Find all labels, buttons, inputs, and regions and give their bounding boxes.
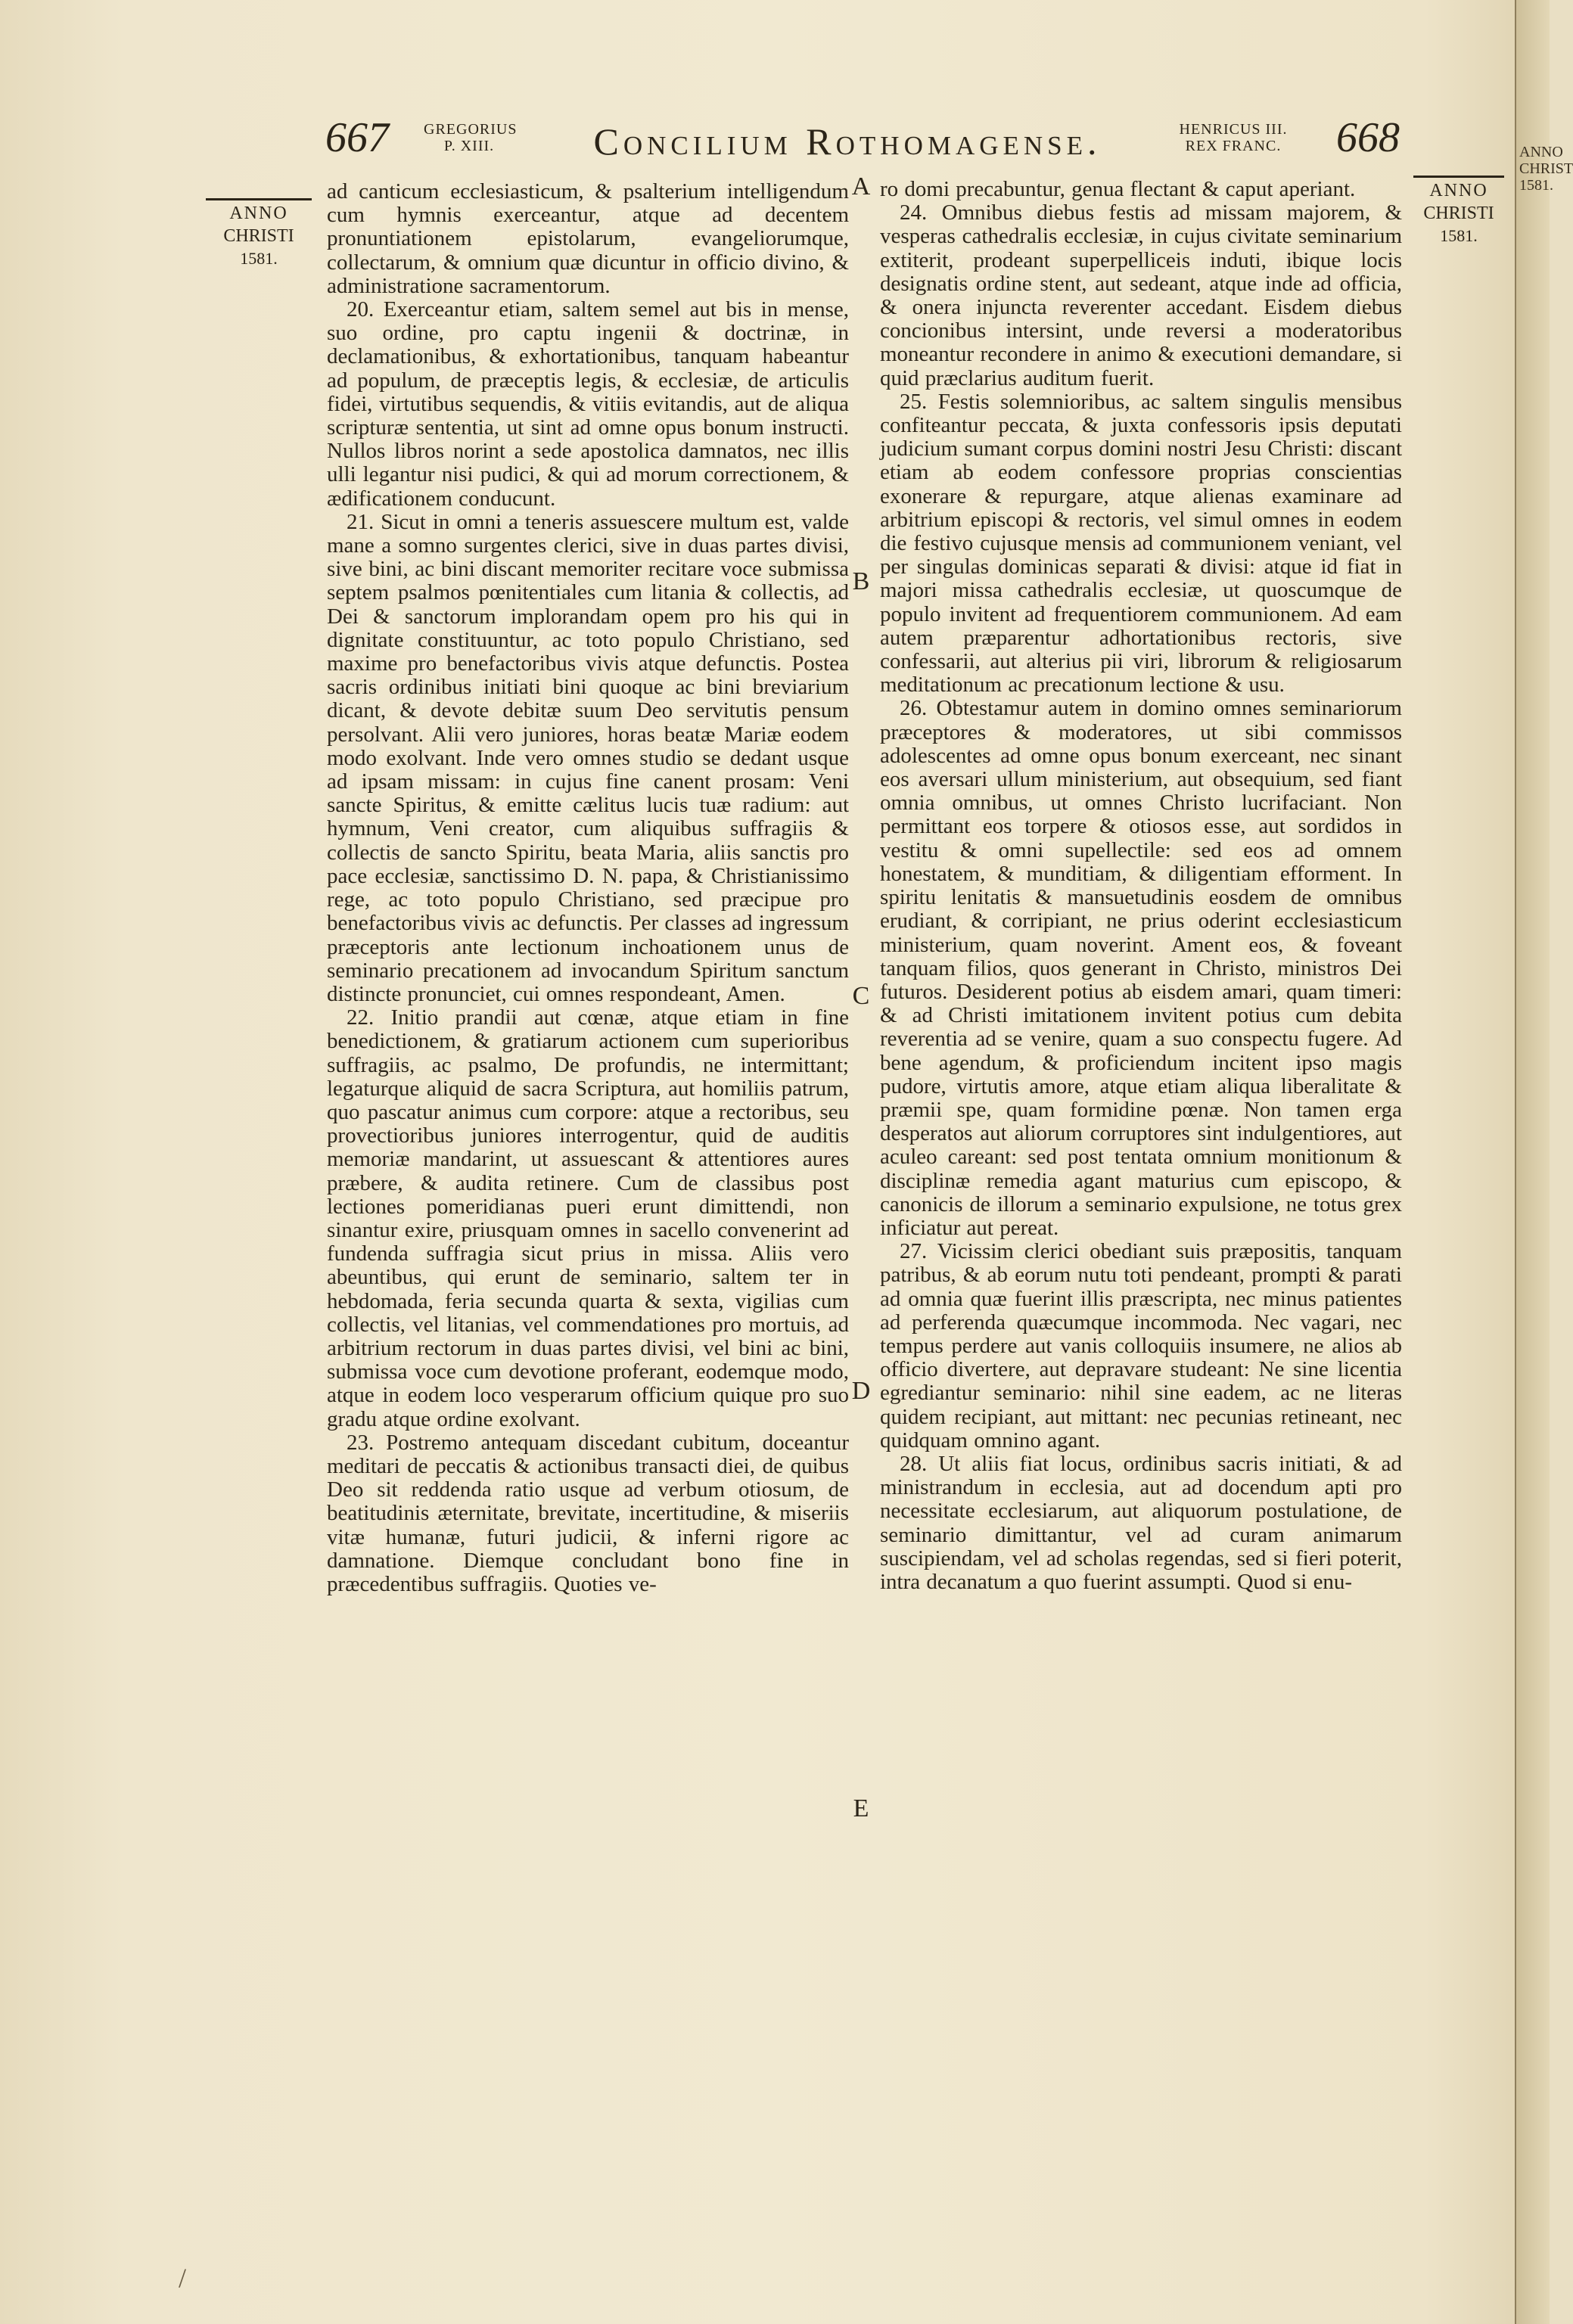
paragraph: 22. Initio prandii aut cœnæ, atque etiam in fine benedictionem, & gratiarum actionem cum superioribus suffragiis, ac psalmo, De profundis, ne intermittant; legaturque aliquid de sacra Scriptura, aut homiliis patrum, quo pascatur animus cum corpore: atque a rectoribus, seu provectioribus juniores interrogentur, quid de auditis memoriæ mandarint, ut assuescant & attentiores aures præbere, & audita retinere. Cum de classibus post lectiones pomeridianas pueri erunt dimittendi, non sinantur exire, priusquam omnes in sacello convenerint ad fundenda suffragia sicut prius in missa. Aliis vero abeuntibus, qui erunt de seminario, saltem ter in hebdomada, feria secunda quarta & sexta, vigilias cum collectis, vel litanias, vel commendationes pro mortuis, ad arbitrium rectorum in duas partes divisi, vel bini ac bini, submissa voce cum devotione proferant, eodemque modo, atque in eodem loco vesperarum officium quique pro suo gradu atque ordine exolvant. xyxy=(327,1005,849,1431)
paragraph: 24. Omnibus diebus festis ad missam majorem, & vesperas cathedralis ecclesiæ, in cujus civitate seminarium extiterit, prodeant superpelliceis induti, ibique locis designatis ordine stent, aut sedeant, atque inde ad officia, & onera injuncta reverenter accedant. Eisdem diebus concionibus intersint, unde reversi a moderatoribus moneantur recondere in animo & executioni demandare, si quid præclarius auditum fuerit. xyxy=(880,200,1402,390)
ink-mark: / xyxy=(179,2263,187,2293)
section-letter-b: B xyxy=(852,567,870,595)
margin-christi: CHRISTI xyxy=(223,226,294,246)
paragraph: 27. Vicissim clerici obediant suis præpositis, tanquam patribus, & ab eorum nutu toti pendeant, prompti & parati ad omnia quæ fuerint illis præscripta, nec minus patientes ad perferenda quæcumque incommoda. Nec vagari, nec tempus perdere aut vanis colloquiis insumere, ne alios ab officio divertere, aut depravare studeant: Ne sine licentia egrediantur seminario: nihil sine eadem, ac ne literas quidem recipiant, aut mittant: nec pecunias retineant, nec quidquam omnino agant. xyxy=(880,1239,1402,1452)
margin-year-value: 1581. xyxy=(1440,226,1478,245)
paragraph: 28. Ut aliis fiat locus, ordinibus sacris initiati, & ad ministrandum in ecclesia, aut ad docendum apti pro necessitate ecclesiarum, aut aliquorum postulatione, de seminario dimittantur, vel ad curam animarum suscipiendam, vel ad scholas regendas, sed si fieri poterit, intra decanatum a quo fuerint assumpti. Quod si enu- xyxy=(880,1451,1402,1594)
running-head-left xyxy=(424,121,518,154)
paragraph: 20. Exerceantur etiam, saltem semel aut bis in mense, suo ordine, pro captu ingenii & doctrinæ, in declamationibus, & exhortationibus, tanquam habeantur ad populum, de præceptis legis, & ecclesiæ, de articulis fidei, virtutibus sequendis, & vitiis evitandis, aut de aliqua scripturæ sententia, ut sint ad omne opus bonum instructi. Nullos libros norint a sede apostolica damnatos, nec illis ulli legantur nisi pudici, & qui ad morum correctionem, & ædificationem conducunt. xyxy=(327,297,849,511)
left-column xyxy=(327,180,849,1596)
running-head-right xyxy=(1158,121,1309,154)
running-head-left-line: P. XIII. xyxy=(443,138,495,154)
section-letter-e: E xyxy=(853,1794,869,1822)
margin-anno: ANNO xyxy=(1413,176,1504,202)
paragraph: 25. Festis solemnioribus, ac saltem singulis mensibus confiteantur peccata, & juxta confessoris ipsis deputati judicium sumant corpus domini nostri Jesu Christi: discant etiam ab eodem confessore proprias conscientias exonerare & repurgare, atque alienas examinare ad arbitrium episcopi & rectoris, vel simul omnes in eodem die festivo cujusque mensis ad communionem veniant, vel per singulas dominicas separati & divisi: atque id fiat in majori missa cathedralis ecclesiæ, ut quoscumque de populo invitent ad frequentiorem communionem. Ad eam autem præparentur adhortationibus rectoris, sive confessarii, aut alterius pii viri, librorum & religiosarum meditationum ac precationum lectione & usu. xyxy=(880,389,1402,698)
adjacent-page-margin-note xyxy=(1519,144,1573,194)
running-head-right-line: HENRICUS III. xyxy=(1179,121,1288,138)
page-title: Concilium Rothomagense. xyxy=(593,120,1102,163)
adjacent-page-edge xyxy=(1515,0,1573,2324)
section-letter-a: A xyxy=(851,172,871,200)
running-head-left-line: GREGORIUS xyxy=(424,121,518,138)
page-number-right: 668 xyxy=(1336,114,1400,161)
strip-line: 1581. xyxy=(1519,177,1553,194)
right-column xyxy=(880,178,1402,1594)
paragraph: ad canticum ecclesiasticum, & psalterium intelligendum cum hymnis exerceantur, atque ad decentem pronuntiationem epistolarum, evangeliorumque, collectarum, & omnium quæ dicuntur in officio divino, & administratione sacramentorum. xyxy=(327,179,849,298)
margin-year-right xyxy=(1413,176,1504,247)
margin-year-left xyxy=(206,198,312,270)
margin-christi: CHRISTI xyxy=(1423,204,1494,223)
paragraph: 23. Postremo antequam discedant cubitum, doceantur meditari de peccatis & actionibus transacti diei, de quibus Deo sit reddenda ratio usque ad verbum otiosum, de beatitudinis æternitate, brevitate, incertitudine, & miseriis vitæ humanæ, futuri judicii, & inferni rigore ac damnatione. Diemque concludant bono fine in præcedentibus suffragiis. Quoties ve- xyxy=(327,1430,849,1596)
paragraph: 21. Sicut in omni a teneris assuescere multum est, valde mane a somno surgentes clerici, sive in duas partes divisi, sive bini, ac bini discant memoriter recitare voce submissa septem psalmos pœnitentiales cum litania & collectis, ad Dei & sanctorum implorandam opem pro his qui in dignitate constituuntur, ac toto populo Christiano, sed maxime pro benefactoribus vivis atque defunctis. Postea sacris ordinibus initiati bini quoque ac bini breviarium dicant, & devote debitæ suum Deo servitutis pensum persolvant. Alii vero juniores, horas beatæ Mariæ eodem modo exolvant. Inde vero omnes studio se dedant usque ad ipsam missam: in cujus fine canent prosam: Veni sancte Spiritus, & emitte cælitus lucis tuæ radium: aut hymnum, Veni creator, cum aliquibus suffragiis & collectis de sancto Spiritu, beata Maria, aliis sanctis pro pace ecclesiæ, sanctissimo D. N. papa, & Christianissimo rege, ac toto populo Christiano, sed præcipue pro benefactoribus vivis ac defunctis. Per classes ad ingressum præceptoris ante lectionum inchoationem unus de seminario precationem ad invocandum Spiritum sanctum distincte pronunciet, cui omnes respondeant, Amen. xyxy=(327,509,849,1006)
margin-year-value: 1581. xyxy=(240,249,278,268)
running-head-right-line: REX FRANC. xyxy=(1185,138,1282,154)
paragraph: ro domi precabuntur, genua flectant & caput aperiant. xyxy=(880,177,1356,201)
section-letter-d: D xyxy=(851,1377,871,1405)
strip-line: ANNO xyxy=(1519,144,1563,160)
page-number-left: 667 xyxy=(325,114,389,161)
margin-anno: ANNO xyxy=(206,198,312,225)
paragraph: 26. Obtestamur autem in domino omnes seminariorum præceptores & moderatores, ut sibi commissos adolescentes ad omne opus bonum exerceant, nec sinant eos aversari ullum ministerium, aut obsequium, sed fiant omnia omnibus, ut omnes Christo lucrifaciant. Non permittant eos torpere & otiosos esse, aut sordidos in vestitu & omni supellectile: sed eos ad omnem honestatem, & munditiam, & diligentiam efforment. In spiritu lenitatis & mansuetudinis eosdem de omnibus erudiant, & corripiant, ne prius oderint ecclesiasticum ministerium, quam noverint. Ament eos, & foveant tanquam filios, quos generant in Christo, ministros Dei futuros. Desiderent potius ab eisdem amari, quam timeri: & ad Christi imitationem invitent potius cum debita reverentia ad se venire, quam a suo conspectu fugere. Ad bene agendum, & proficiendum incitent ipso magis pudore, virtutis amore, atque etiam aliqua liberalitate & præmii spe, quam formidine pœnæ. Non tamen erga desperatos aut aliorum corruptores sint indulgentiores, aut aculeo careant: sed post tentata omnium monitionum & disciplinæ remedia agant maturius cum episcopo, & canonicis de illorum a seminario expulsione, ne totus grex inficiatur aut pereat. xyxy=(880,696,1402,1240)
page-header xyxy=(325,113,1400,174)
section-letter-c: C xyxy=(852,982,870,1010)
strip-line: CHRIST xyxy=(1519,160,1573,177)
